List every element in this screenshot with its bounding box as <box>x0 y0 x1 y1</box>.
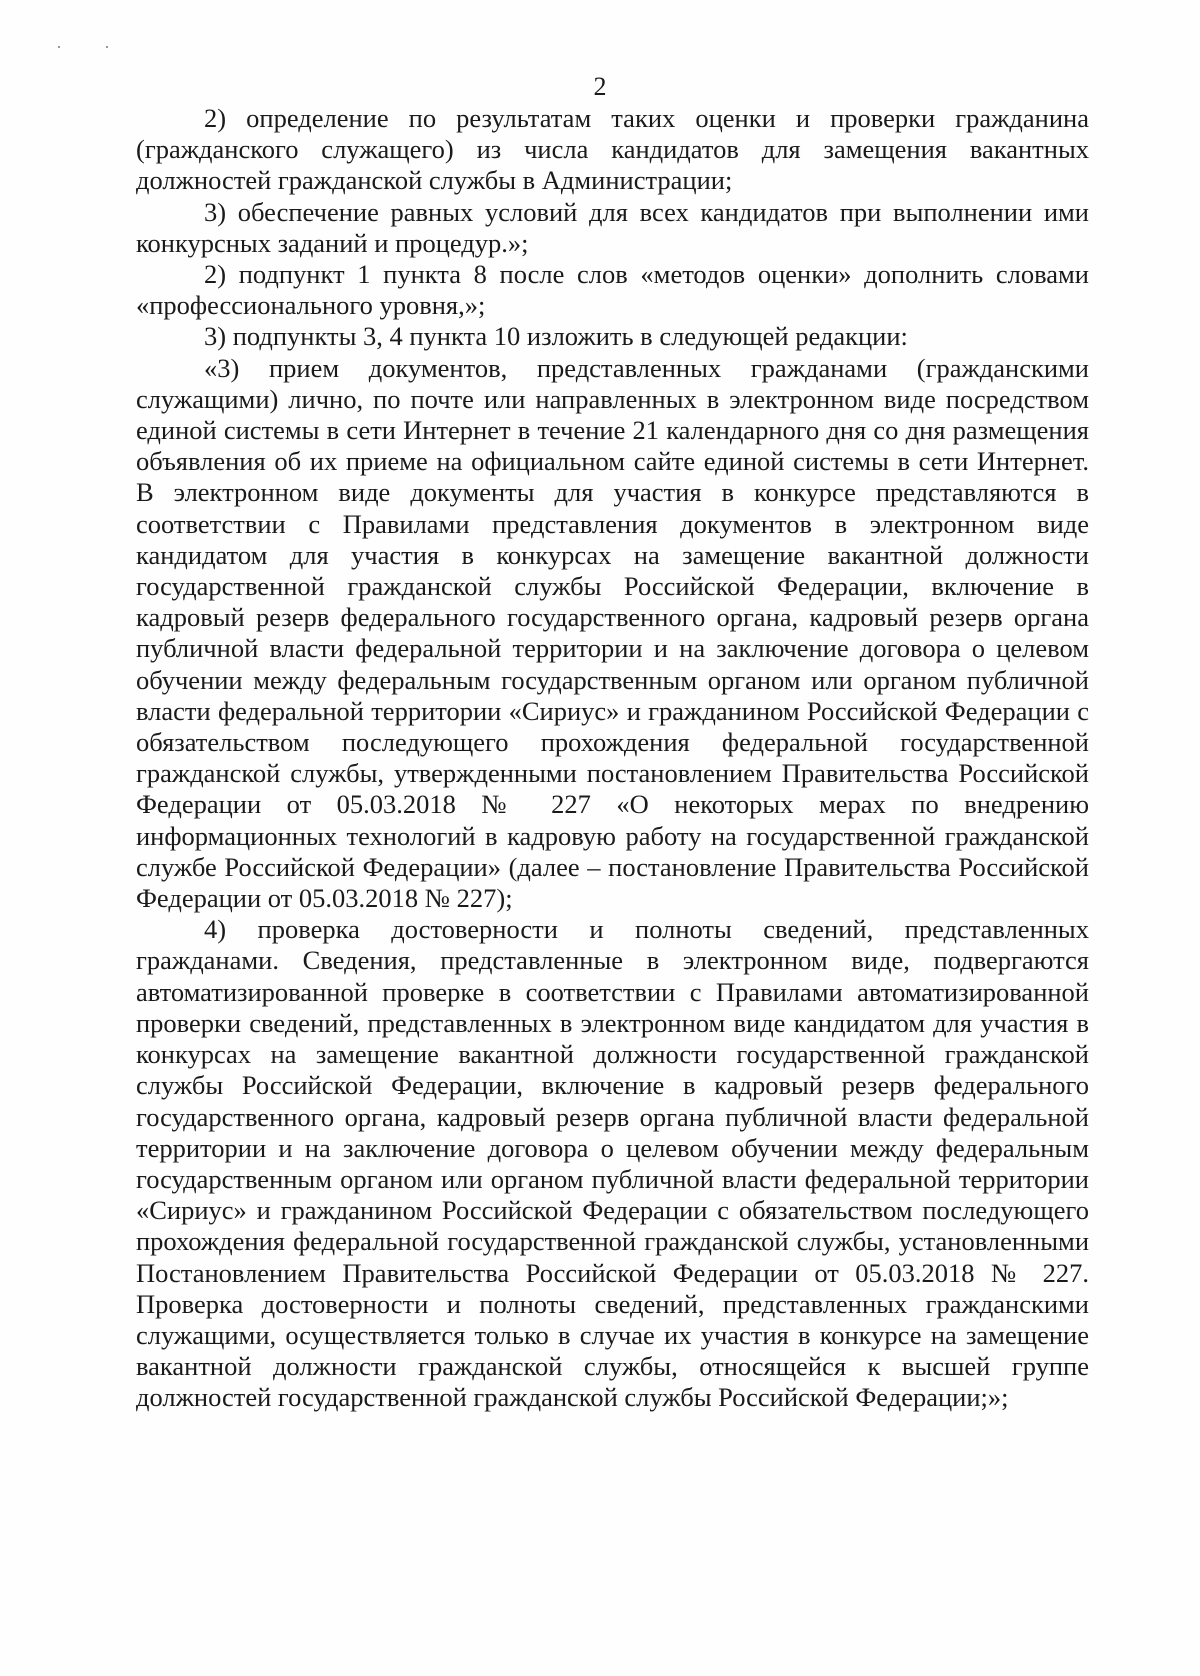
page-number: 2 <box>593 72 607 101</box>
paragraph-subitem-4-verification: 4) проверка достоверности и полноты сведений, представленных гражданами. Сведения, представленные в электронном виде, подвергаются автоматизированной проверке в соответствии с Правилами автоматизированной проверки сведений, представленных в электронном виде кандидатом для участия в конкурсах на замещение вакантной должности государственной гражданской службы Российской Федерации, включение в кадровый резерв федерального государственного органа, кадровый резерв органа публичной власти федеральной территории и на заключение договора о целевом обучении между федеральным государственным органом или органом публичной власти федеральной территории «Сириус» и гражданином Российской Федерации с обязательством последующего прохождения федеральной государственной гражданской службы, установленными Постановлением Правительства Российской Федерации от 05.03.2018 № 227. Проверка достоверности и полноты сведений, представленных гражданскими служащими, осуществляется только в случае их участия в конкурсе на замещение вакантной должности гражданской службы, относящейся к высшей группе должностей государственной гражданской службы Российской Федерации;»; <box>136 914 1089 1413</box>
document-body <box>136 103 1089 1414</box>
paragraph-amendment-2: 2) подпункт 1 пункта 8 после слов «методов оценки» дополнить словами «профессионального уровня,»; <box>136 259 1089 321</box>
paragraph-item-2-definition: 2) определение по результатам таких оценки и проверки гражданина (гражданского служащего) из числа кандидатов для замещения вакантных должностей гражданской службы в Администрации; <box>136 103 1089 196</box>
paragraph-item-3-equal-conditions: 3) обеспечение равных условий для всех кандидатов при выполнении ими конкурсных заданий и процедур.»; <box>136 196 1089 258</box>
scan-speck <box>58 46 60 48</box>
paragraph-subitem-3-document-intake: «3) прием документов, представленных гражданами (гражданскими служащими) лично, по почте или направленных в электронном виде посредством единой системы в сети Интернет в течение 21 календарного дня со дня размещения объявления об их приеме на официальном сайте единой системы в сети Интернет. В электронном виде документы для участия в конкурсе представляются в соответствии с Правилами представления документов в электронном виде кандидатом для участия в конкурсах на замещение вакантной должности государственной гражданской службы Российской Федерации, включение в кадровый резерв федерального государственного органа, кадровый резерв органа публичной власти федеральной территории и на заключение договора о целевом обучении между федеральным государственным органом или органом публичной власти федеральной территории «Сириус» и гражданином Российской Федерации с обязательством последующего прохождения федеральной государственной гражданской службы, утвержденными постановлением Правительства Российской Федерации от 05.03.2018 № 227 «О некоторых мерах по внедрению информационных технологий в кадровую работу на государственной гражданской службе Российской Федерации» (далее – постановление Правительства Российской Федерации от 05.03.2018 № 227); <box>136 352 1089 914</box>
paragraph-amendment-3: 3) подпункты 3, 4 пункта 10 изложить в следующей редакции: <box>204 321 908 352</box>
scan-speck <box>106 46 108 48</box>
